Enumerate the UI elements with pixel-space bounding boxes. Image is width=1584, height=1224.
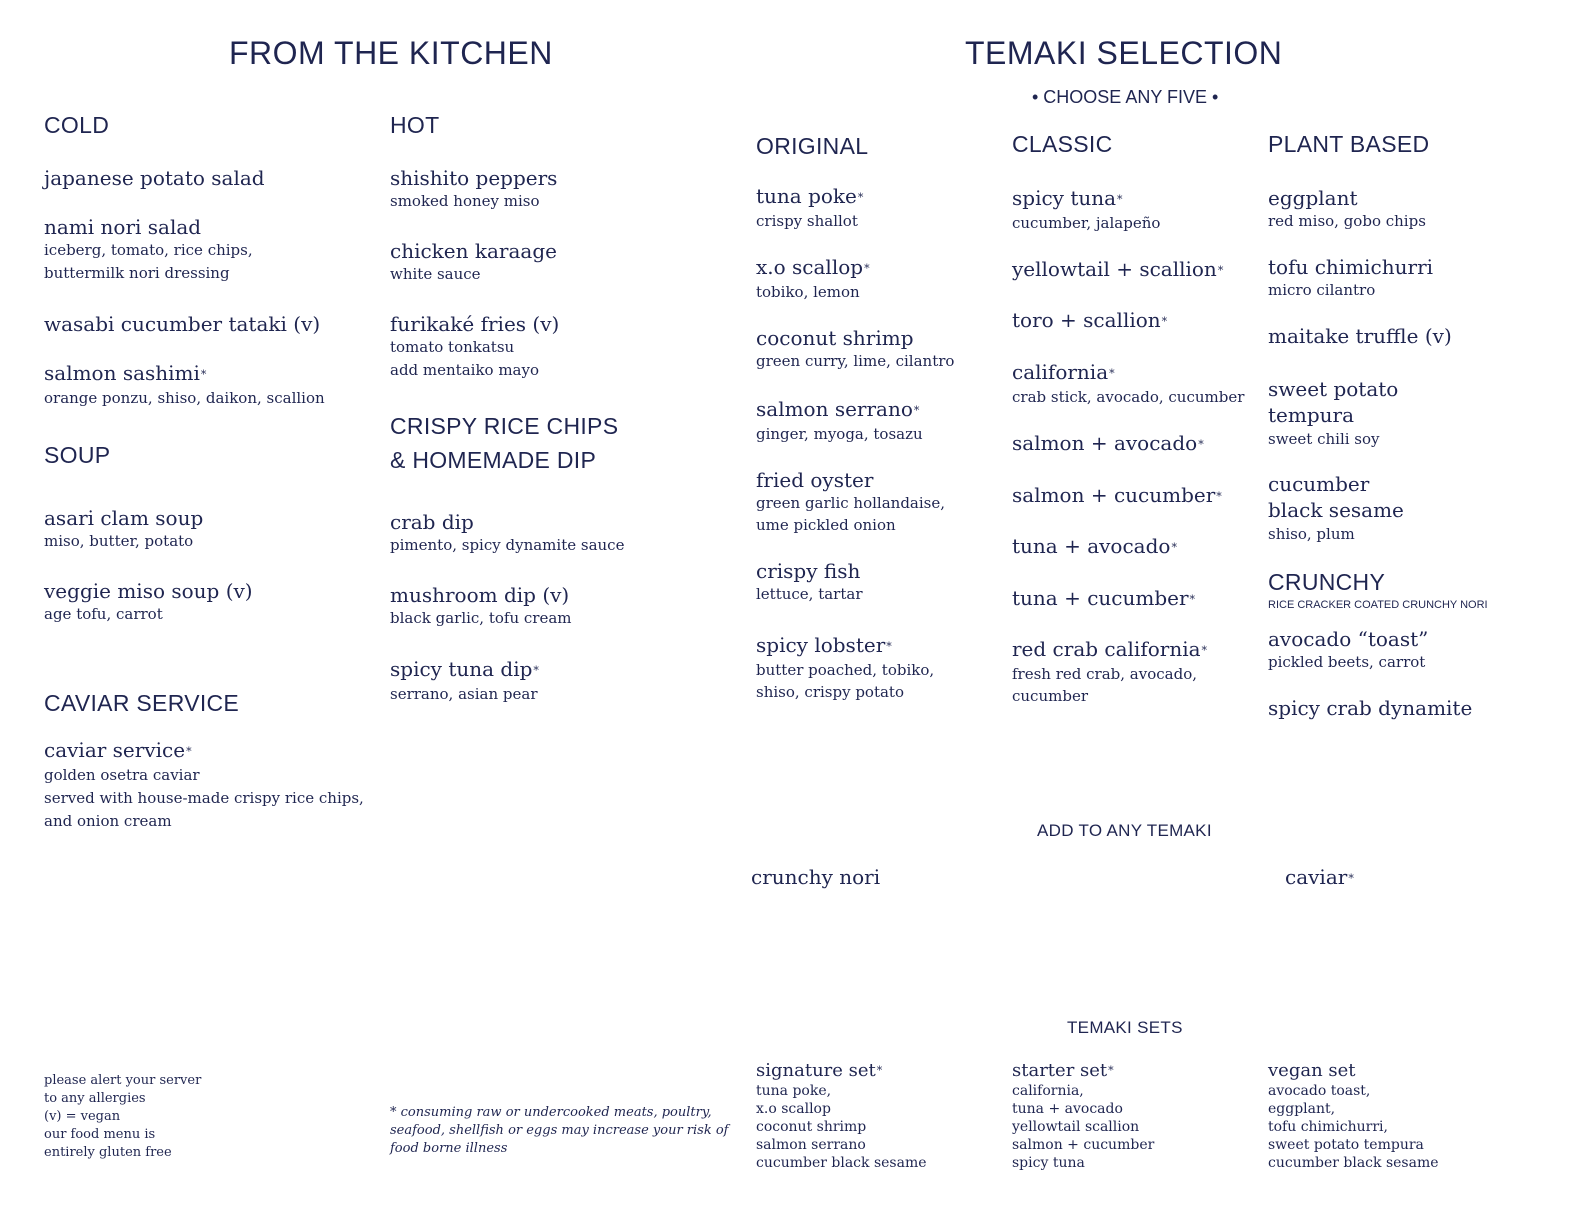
item-name: spicy tuna	[1012, 186, 1117, 210]
raw-asterisk: *	[200, 368, 207, 381]
set-line: cucumber black sesame	[1268, 1155, 1439, 1171]
note-line: to any allergies	[44, 1091, 146, 1106]
item-name: red crab california	[1012, 637, 1201, 661]
classic-heading: CLASSIC	[1012, 131, 1113, 157]
menu-item-spicy-tuna-dip	[390, 657, 539, 706]
set-line: cucumber black sesame	[756, 1155, 927, 1171]
raw-asterisk: *	[1109, 367, 1115, 380]
set-line: sweet potato tempura	[1268, 1137, 1424, 1153]
heading-line: & HOMEMADE DIP	[390, 447, 597, 473]
crispy-rice-chips-heading	[390, 409, 618, 477]
menu-item-sweet-potato-tempura	[1268, 376, 1398, 450]
menu-item-spicy-tuna	[1012, 186, 1160, 234]
menu-item-fried-oyster	[756, 468, 945, 536]
note-line: our food menu is	[44, 1127, 156, 1142]
menu-item-nami-nori-salad	[44, 215, 253, 285]
menu-item-yellowtail-scallion	[1012, 257, 1223, 283]
item-desc: cucumber, jalapeño	[1012, 214, 1161, 232]
set-line: coconut shrimp	[756, 1119, 867, 1135]
item-desc: red miso, gobo chips	[1268, 212, 1426, 230]
item-name: california	[1012, 360, 1109, 384]
set-starter	[1012, 1060, 1154, 1172]
note-line: entirely gluten free	[44, 1145, 172, 1160]
set-line: x.o scallop	[756, 1101, 831, 1117]
menu-item-japanese-potato-salad: japanese potato salad	[44, 166, 265, 190]
item-desc: orange ponzu, shiso, daikon, scallion	[44, 389, 325, 407]
menu-item-coconut-shrimp	[756, 326, 954, 372]
caviar-service-heading: CAVIAR SERVICE	[44, 690, 240, 716]
item-name: tuna + cucumber	[1012, 586, 1189, 610]
raw-asterisk: *	[1171, 541, 1177, 554]
menu-item-spicy-crab-dynamite: spicy crab dynamite	[1268, 696, 1473, 720]
item-name: salmon serrano	[756, 397, 913, 421]
item-name: tuna + avocado	[1012, 534, 1171, 558]
item-desc: golden osetra caviar	[44, 766, 200, 784]
set-line: salmon serrano	[756, 1137, 866, 1153]
item-desc: served with house-made crispy rice chips,	[44, 789, 364, 807]
item-desc: ginger, myoga, tosazu	[756, 425, 923, 443]
item-desc: green garlic hollandaise,	[756, 494, 946, 512]
set-line: spicy tuna	[1012, 1155, 1085, 1171]
item-name: spicy tuna dip	[390, 657, 533, 681]
temaki-title: TEMAKI SELECTION	[965, 35, 1283, 71]
set-line: california,	[1012, 1083, 1084, 1099]
raw-asterisk: *	[886, 640, 892, 653]
menu-item-spicy-lobster	[756, 633, 934, 703]
menu-item-mushroom-dip	[390, 583, 572, 630]
item-name: furikaké fries (v)	[390, 312, 560, 336]
item-name: mushroom dip (v)	[390, 583, 570, 607]
menu-item-tofu-chimichurri	[1268, 255, 1433, 301]
item-name: salmon sashimi	[44, 361, 200, 385]
set-line: eggplant,	[1268, 1101, 1336, 1117]
note-line: seafood, shellfish or eggs may increase your risk of	[390, 1123, 729, 1138]
raw-asterisk: *	[876, 1064, 883, 1077]
item-desc: cucumber	[1012, 687, 1088, 705]
set-line: tuna + avocado	[1012, 1101, 1123, 1117]
allergy-note	[44, 1072, 201, 1162]
note-line: please alert your server	[44, 1073, 202, 1088]
menu-item-california	[1012, 360, 1244, 408]
menu-item-salmon-cucumber	[1012, 483, 1222, 509]
item-name: coconut shrimp	[756, 326, 914, 350]
note-line: (v) = vegan	[44, 1109, 121, 1124]
menu-item-salmon-serrano	[756, 397, 923, 445]
raw-asterisk: *	[864, 262, 870, 275]
menu-item-tuna-poke	[756, 184, 863, 232]
item-desc: age tofu, carrot	[44, 605, 163, 623]
set-name: vegan set	[1268, 1060, 1356, 1081]
raw-asterisk: *	[1198, 438, 1204, 451]
item-name: caviar	[1285, 865, 1348, 889]
raw-asterisk: *	[1216, 490, 1222, 503]
raw-asterisk: *	[857, 191, 864, 204]
item-desc: fresh red crab, avocado,	[1012, 665, 1197, 683]
item-desc: pickled beets, carrot	[1268, 653, 1426, 671]
set-vegan	[1268, 1060, 1439, 1172]
item-name: cucumber	[1268, 472, 1370, 496]
item-name: eggplant	[1268, 186, 1358, 210]
raw-asterisk: *	[913, 404, 920, 417]
menu-item-xo-scallop	[756, 255, 870, 303]
cold-heading: COLD	[44, 112, 110, 138]
item-name: x.o scallop	[756, 255, 864, 279]
raw-asterisk: *	[186, 745, 192, 758]
item-name: shishito peppers	[390, 166, 558, 190]
set-signature	[756, 1060, 927, 1172]
item-name: toro + scallion	[1012, 308, 1161, 332]
raw-asterisk: *	[1161, 315, 1168, 328]
item-desc: add mentaiko mayo	[390, 361, 540, 379]
item-name: tempura	[1268, 403, 1355, 427]
menu-item-shishito-peppers	[390, 166, 557, 213]
item-desc: ume pickled onion	[756, 516, 896, 534]
menu-item-asari-clam-soup	[44, 506, 203, 553]
item-name: chicken karaage	[390, 239, 557, 263]
menu-item-red-crab-california	[1012, 637, 1207, 707]
menu-item-tuna-cucumber	[1012, 586, 1195, 612]
item-name: black sesame	[1268, 498, 1404, 522]
menu-item-veggie-miso-soup	[44, 579, 253, 626]
item-name: sweet potato	[1268, 377, 1399, 401]
raw-asterisk: *	[1217, 264, 1224, 277]
set-name: starter set	[1012, 1060, 1108, 1081]
raw-asterisk: *	[1117, 193, 1123, 206]
menu-item-eggplant	[1268, 186, 1426, 232]
item-desc: buttermilk nori dressing	[44, 264, 230, 282]
item-name: salmon + avocado	[1012, 431, 1198, 455]
item-name: tofu chimichurri	[1268, 255, 1434, 279]
raw-asterisk: *	[1201, 644, 1208, 657]
original-heading: ORIGINAL	[756, 133, 869, 159]
addon-caviar	[1285, 865, 1354, 891]
kitchen-title: FROM THE KITCHEN	[229, 35, 553, 71]
item-name: veggie miso soup (v)	[44, 579, 253, 603]
item-name: tuna poke	[756, 184, 857, 208]
item-desc: micro cilantro	[1268, 281, 1376, 299]
menu-item-salmon-avocado	[1012, 431, 1204, 457]
raw-food-warning	[390, 1104, 728, 1158]
menu-item-toro-scallion	[1012, 308, 1167, 334]
item-desc: tobiko, lemon	[756, 283, 860, 301]
set-line: avocado toast,	[1268, 1083, 1371, 1099]
item-desc: white sauce	[390, 265, 481, 283]
raw-asterisk: *	[1108, 1064, 1114, 1077]
set-line: tofu chimichurri,	[1268, 1119, 1388, 1135]
item-name: asari clam soup	[44, 506, 204, 530]
item-name: nami nori salad	[44, 215, 202, 239]
note-line: food borne illness	[390, 1141, 508, 1156]
plant-based-heading: PLANT BASED	[1268, 131, 1430, 157]
addon-crunchy-nori: crunchy nori	[751, 865, 881, 889]
menu-item-furikake-fries	[390, 312, 559, 382]
item-name: avocado “toast”	[1268, 627, 1429, 651]
menu-item-chicken-karaage	[390, 239, 557, 286]
item-name: yellowtail + scallion	[1012, 257, 1217, 281]
menu-item-maitake-truffle: maitake truffle (v)	[1268, 324, 1452, 348]
hot-heading: HOT	[390, 112, 440, 138]
item-desc: crispy shallot	[756, 212, 858, 230]
item-name: crab dip	[390, 510, 474, 534]
temaki-sets-heading: TEMAKI SETS	[1067, 1018, 1183, 1037]
item-desc: pimento, spicy dynamite sauce	[390, 536, 625, 554]
add-to-temaki-heading: ADD TO ANY TEMAKI	[1037, 821, 1212, 840]
item-desc: tomato tonkatsu	[390, 338, 515, 356]
menu-item-crab-dip	[390, 510, 624, 557]
item-desc: butter poached, tobiko,	[756, 661, 935, 679]
raw-asterisk: *	[1189, 593, 1196, 606]
set-line: tuna poke,	[756, 1083, 832, 1099]
soup-heading: SOUP	[44, 442, 111, 468]
menu-item-salmon-sashimi	[44, 361, 325, 410]
item-desc: shiso, plum	[1268, 525, 1355, 543]
menu-item-cucumber-black-sesame	[1268, 471, 1404, 545]
set-line: yellowtail scallion	[1012, 1119, 1140, 1135]
menu-item-avocado-toast	[1268, 627, 1428, 673]
item-name: crispy fish	[756, 559, 861, 583]
menu-item-tuna-avocado	[1012, 534, 1177, 560]
item-desc: miso, butter, potato	[44, 532, 194, 550]
item-name: fried oyster	[756, 468, 874, 492]
item-desc: sweet chili soy	[1268, 430, 1380, 448]
item-desc: serrano, asian pear	[390, 685, 538, 703]
item-name: spicy lobster	[756, 633, 886, 657]
set-line: salmon + cucumber	[1012, 1137, 1155, 1153]
item-name: salmon + cucumber	[1012, 483, 1216, 507]
crunchy-subheading: RICE CRACKER COATED CRUNCHY NORI	[1268, 599, 1488, 611]
menu-item-caviar-service	[44, 738, 364, 833]
heading-line: CRISPY RICE CHIPS	[390, 413, 619, 439]
raw-asterisk: *	[533, 664, 539, 677]
set-name: signature set	[756, 1060, 876, 1081]
note-line: * consuming raw or undercooked meats, poultry,	[390, 1105, 712, 1120]
menu-item-wasabi-cucumber-tataki: wasabi cucumber tataki (v)	[44, 312, 321, 336]
item-desc: iceberg, tomato, rice chips,	[44, 241, 253, 259]
item-desc: smoked honey miso	[390, 192, 540, 210]
item-desc: black garlic, tofu cream	[390, 609, 572, 627]
item-desc: and onion cream	[44, 812, 172, 830]
temaki-subtitle: • CHOOSE ANY FIVE •	[1032, 87, 1219, 107]
item-desc: green curry, lime, cilantro	[756, 352, 955, 370]
crunchy-heading: CRUNCHY	[1268, 569, 1386, 595]
raw-asterisk: *	[1348, 872, 1354, 885]
item-desc: shiso, crispy potato	[756, 683, 904, 701]
item-name: caviar service	[44, 738, 186, 762]
menu-item-crispy-fish	[756, 559, 863, 605]
item-desc: lettuce, tartar	[756, 585, 863, 603]
item-desc: crab stick, avocado, cucumber	[1012, 388, 1245, 406]
